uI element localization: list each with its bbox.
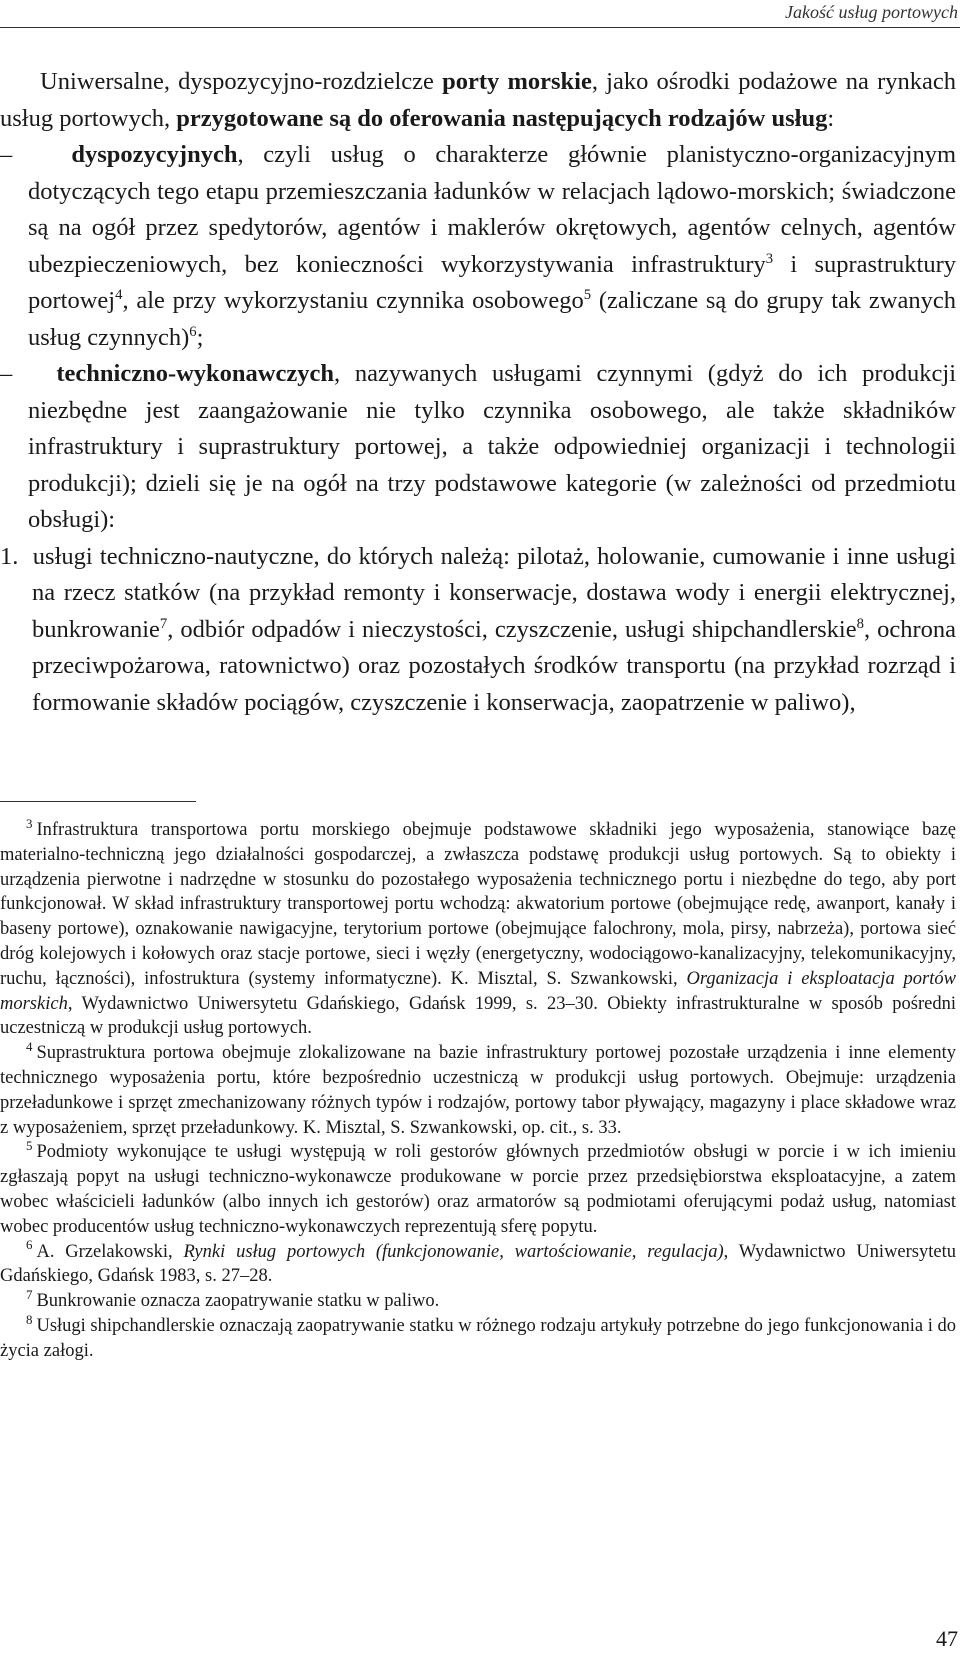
text-run: , nazywanych usługami czynnymi (gdyż do ich produkcji niezbędne jest zaangażowanie nie tylko czynnika osobowego, ale także składników infrastruktury i suprastruktury portowej, a także odpowiedniej organizacji i technologii produkcji); dzieli się je na ogół na trzy podstawowe kategorie (w zależności od przedmiotu obsługi): — [28, 360, 957, 533]
text-run: , czyli usług o charakterze głównie planistyczno-organizacyjnym dotyczących tego etapu przemieszczania ładunków w relacjach lądowo-morskich; świadczone są na ogół przez spedytorów, agentów i maklerów okrętowych, agentów celnych, agentów ubezpieczeniowych, bez konieczności wykorzystywania infrastruktury — [28, 141, 956, 278]
intro-paragraph — [0, 64, 956, 137]
dash-marker: – — [0, 360, 13, 387]
footnote-text: Podmioty wykonujące te usługi występują w roli gestorów głównych przedmiotów obsługi w porcie i w ich imieniu zgłaszają popyt na usługi techniczno-wykonawcze produkowane w porcie przez przedsiębiorstwa eksploatacyjne, a zatem wobec właścicieli ładunków (albo innych ich gestorów) oraz armatorów są podmiotami oferującymi podaż usług, natomiast wobec producentów usług techniczno-wykonawczych reprezentują sferę popytu. — [0, 1142, 956, 1237]
bold-term: dyspozycyjnych — [71, 141, 238, 168]
footnote-ref[interactable]: 5 — [583, 286, 592, 303]
footnote-mark: 7 — [26, 1286, 33, 1302]
cited-title: Organizacja i eksploatacja portów morskich — [0, 968, 956, 1014]
footnote-separator — [0, 801, 196, 802]
main-text — [0, 64, 956, 721]
text-run: : — [827, 104, 835, 132]
text-run: , ale przy wykorzystaniu czynnika osobowego — [122, 287, 584, 314]
running-head: Jakość usług portowych — [785, 2, 958, 22]
numbered-item-1 — [0, 539, 956, 722]
footnote-6 — [0, 1237, 956, 1290]
list-item-dyspozycyjne — [0, 137, 956, 356]
footnote-text: Suprastruktura portowa obejmuje zlokalizowane na bazie infrastruktury portowej pozostałe urządzenia i inne elementy technicznego wyposażenia portu, które bezpośrednio uczestniczą w produkcji usług portowych. Obejmuje: urządzenia przeładunkowe i sprzęt zmechanizowany różnych typów i rodzajów, portowy tabor pływający, magazyny i place składowe wraz z wyposażeniem, sprzęt przeładunkowy. K. Misztal, S. Szwankowski, op. cit., s. 33. — [0, 1043, 956, 1138]
footnote-ref[interactable]: 7 — [159, 615, 168, 632]
text-run: (zaliczane są do grupy tak zwanych usług czynnych) — [28, 287, 956, 351]
footnote-text: Usługi shipchandlerskie oznaczają zaopatrywanie statku w różnego rodzaju artykuły potrzebne do jego funkcjonowania i do życia załogi. — [0, 1315, 957, 1361]
header-rule — [0, 27, 960, 28]
text-run: , ochrona przeciwpożarowa, ratownictwo) oraz pozostałych środków transportu (na przykład rozrząd i formowanie składów pociągów, czyszczenie i konserwacja, zaopatrzenie w paliwo), — [32, 615, 956, 716]
footnote-text: A. Grzelakowski, — [36, 1241, 184, 1262]
footnote-mark: 5 — [26, 1138, 33, 1154]
footnote-ref[interactable]: 4 — [115, 286, 123, 303]
dash-marker: – — [0, 141, 13, 168]
text-run: usługi techniczno-nautyczne, do których należą: pilotaż, holowanie, cumowanie i inne usługi na rzecz statków (na przykład remonty i konserwacje, dostawa wody i energii elektrycznej, bunkrowanie — [32, 542, 956, 643]
footnote-text: , Wydawnictwo Uniwersytetu Gdańskiego, Gdańsk 1999, s. 23–30. Obiekty infrastrukturalne w sposób pośredni uczestniczą w produkcji usług portowych. — [0, 993, 956, 1039]
footnote-mark: 3 — [26, 815, 33, 831]
list-item-techniczno-wykonawcze — [0, 356, 956, 539]
footnote-text: Infrastruktura transportowa portu morskiego obejmuje podstawowe składniki jego wyposażenia, stanowiące bazę materialno-techniczną jego działalności gospodarczej, a zwłaszcza podstawę produkcji usług portowych. Są to obiekty i urządzenia pierwotne i nadrzędne w stosunku do pozostałego wyposażenia technicznego portu i niezbędne do tego, aby port funkcjonował. W skład infrastruktury transportowej portu wchodzą: akwatorium portowe (obejmujące redę, awanport, kanały i baseny portowe), oznakowanie nawigacyjne, terytorium portowe (obejmujące falochrony, mola, pirsy, nabrzeża), portowa sieć dróg kolejowych i kołowych oraz stacje portowe, sieci i węzły (energetyczny, wodociągowo-kanalizacyjny, telekomunikacyjny, ruchu, łączności), infostruktura (systemy informatyczne). K. Misztal, S. Szwankowski, — [0, 820, 956, 989]
footnote-ref[interactable]: 3 — [765, 250, 774, 267]
bold-term: przygotowane są do oferowania następujących rodzajów usług — [176, 104, 828, 132]
text-run: Uniwersalne, dyspozycyjno-rozdzielcze — [40, 68, 443, 95]
footnote-text: Bunkrowanie oznacza zaopatrywanie statku w paliwo. — [36, 1291, 440, 1312]
page-number: 47 — [936, 1626, 958, 1651]
item-number: 1. — [0, 542, 19, 570]
bold-term: techniczno-wykonawczych — [56, 360, 334, 387]
footnote-3 — [0, 815, 956, 1041]
footnotes — [0, 815, 957, 1364]
footnote-mark: 8 — [26, 1311, 33, 1327]
footnote-text: , Wydawnictwo Uniwersytetu Gdańskiego, Gdańsk 1983, s. 27–28. — [0, 1241, 956, 1287]
text-run: , odbiór odpadów i nieczystości, czyszczenie, usługi shipchandlerskie — [167, 615, 857, 643]
footnote-4 — [0, 1041, 956, 1140]
text-run: ; — [196, 323, 204, 351]
footnote-ref[interactable]: 6 — [189, 323, 197, 340]
footnote-7 — [0, 1286, 956, 1314]
text-run: i suprastruktury portowej — [28, 250, 956, 314]
text-run: , jako ośrodki podażowe na rynkach usług portowych, — [0, 68, 956, 132]
footnote-ref[interactable]: 8 — [856, 615, 864, 632]
footnote-mark: 4 — [26, 1039, 33, 1055]
cited-title: Rynki usług portowych (funkcjonowanie, wartościowanie, regulacja) — [183, 1241, 724, 1262]
footnote-5 — [0, 1140, 956, 1239]
footnote-8 — [0, 1311, 957, 1364]
footnote-mark: 6 — [26, 1237, 33, 1253]
bold-term: porty morskie — [442, 68, 592, 95]
